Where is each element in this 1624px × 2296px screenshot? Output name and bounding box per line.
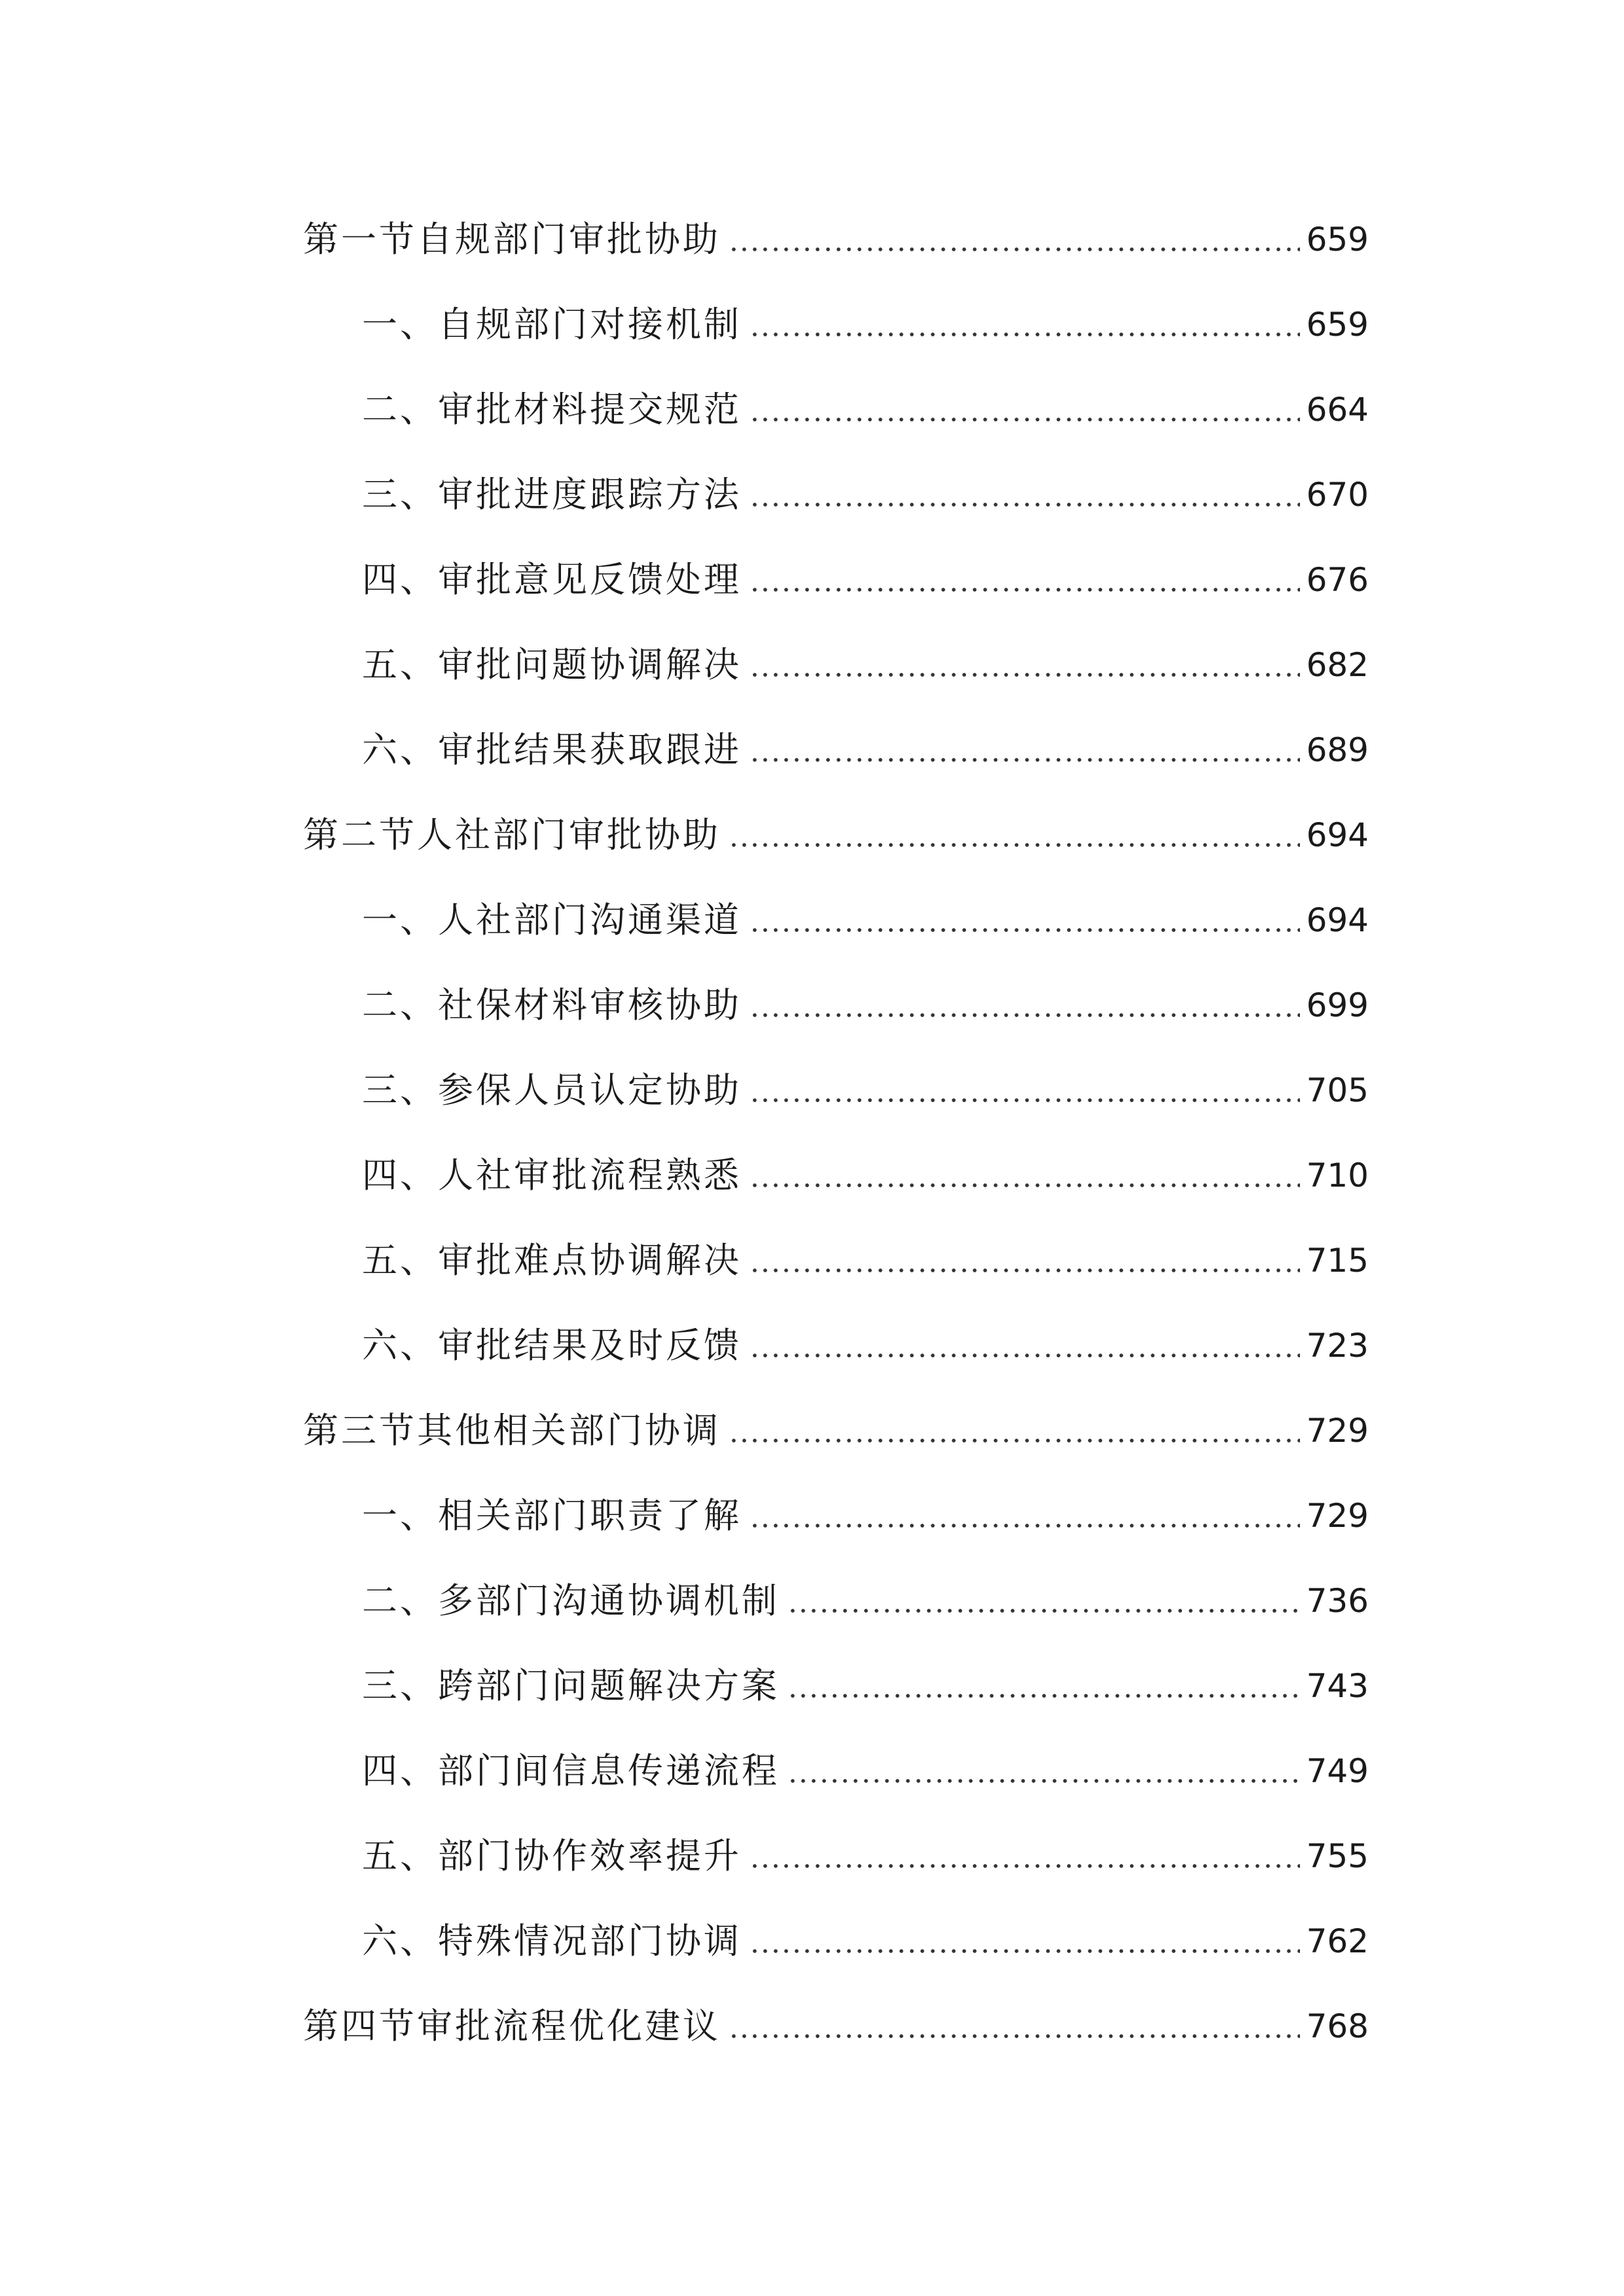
toc-entry-subsection[interactable]: [362, 380, 1369, 439]
toc-entry-subsection[interactable]: [362, 550, 1369, 609]
toc-entry-page: 723: [1306, 1327, 1369, 1365]
toc-dot-leader: [787, 1608, 1300, 1613]
toc-entry-subsection[interactable]: [362, 636, 1369, 694]
toc-dot-leader: [787, 1693, 1300, 1698]
toc-entry-subsection[interactable]: [362, 1316, 1369, 1375]
toc-entry-title: 一、自规部门对接机制: [362, 304, 742, 345]
toc-entry-page: 659: [1306, 306, 1369, 344]
toc-entry-title: 一、相关部门职责了解: [362, 1495, 742, 1536]
toc-dot-leader: [749, 417, 1300, 422]
toc-entry-page: 729: [1306, 1497, 1369, 1535]
toc-entry-title: 四、部门间信息传递流程: [362, 1750, 780, 1791]
toc-entry-title: 第一节自规部门审批协助: [303, 219, 721, 260]
toc-dot-leader: [787, 1778, 1300, 1784]
toc-entry-title: 二、社保材料审核协助: [362, 984, 742, 1026]
toc-entry-subsection[interactable]: [362, 891, 1369, 950]
toc-entry-page: 755: [1306, 1837, 1369, 1875]
toc-entry-page: 705: [1306, 1071, 1369, 1109]
toc-entry-subsection[interactable]: [362, 1827, 1369, 1886]
toc-entry-title: 三、参保人员认定协助: [362, 1069, 742, 1111]
toc-dot-leader: [749, 1523, 1300, 1528]
toc-entry-title: 第三节其他相关部门协调: [303, 1410, 721, 1451]
toc-entry-title: 第二节人社部门审批协助: [303, 814, 721, 855]
toc-dot-leader: [749, 757, 1300, 762]
toc-entry-title: 三、跨部门问题解决方案: [362, 1665, 780, 1706]
toc-entry-subsection[interactable]: [362, 1657, 1369, 1715]
toc-entry-subsection[interactable]: [362, 1486, 1369, 1545]
toc-entry-section-2[interactable]: [303, 806, 1369, 865]
toc-entry-title: 六、特殊情况部门协调: [362, 1920, 742, 1962]
toc-entry-subsection[interactable]: [362, 976, 1369, 1035]
toc-dot-leader: [729, 1438, 1300, 1443]
toc-entry-page: 749: [1306, 1752, 1369, 1790]
toc-entry-title: 二、多部门沟通协调机制: [362, 1580, 780, 1621]
toc-entry-page: 729: [1306, 1412, 1369, 1450]
toc-entry-title: 六、审批结果获取跟进: [362, 729, 742, 770]
toc-entry-page: 743: [1306, 1667, 1369, 1705]
toc-entry-subsection[interactable]: [362, 1061, 1369, 1120]
toc-entry-page: 710: [1306, 1157, 1369, 1194]
toc-entry-title: 四、审批意见反馈处理: [362, 559, 742, 600]
toc-entry-page: 762: [1306, 1922, 1369, 1960]
toc-entry-page: 694: [1306, 816, 1369, 854]
toc-dot-leader: [729, 842, 1300, 848]
toc-entry-title: 四、人社审批流程熟悉: [362, 1155, 742, 1196]
toc-entry-subsection[interactable]: [362, 1912, 1369, 1971]
toc-entry-subsection[interactable]: [362, 1146, 1369, 1205]
toc-dot-leader: [749, 1863, 1300, 1869]
toc-entry-title: 六、审批结果及时反馈: [362, 1325, 742, 1366]
toc-entry-subsection[interactable]: [362, 1571, 1369, 1630]
toc-entry-page: 768: [1306, 2007, 1369, 2045]
toc-entry-page: 659: [1306, 221, 1369, 259]
toc-entry-page: 689: [1306, 731, 1369, 769]
toc-entry-title: 三、审批进度跟踪方法: [362, 474, 742, 515]
toc-entry-section-4[interactable]: [303, 1997, 1369, 2056]
toc-dot-leader: [749, 1013, 1300, 1018]
toc-dot-leader: [749, 672, 1300, 677]
toc-entry-title: 第四节审批流程优化建议: [303, 2005, 721, 2047]
toc-entry-title: 五、审批问题协调解决: [362, 644, 742, 685]
toc-dot-leader: [749, 1098, 1300, 1103]
toc-entry-page: 699: [1306, 986, 1369, 1024]
toc-entry-page: 736: [1306, 1582, 1369, 1620]
toc-entry-page: 682: [1306, 646, 1369, 684]
toc-entry-subsection[interactable]: [362, 295, 1369, 354]
toc-dot-leader: [729, 2034, 1300, 2039]
toc-entry-subsection[interactable]: [362, 721, 1369, 780]
toc-dot-leader: [749, 587, 1300, 592]
toc-dot-leader: [749, 1183, 1300, 1188]
toc-entry-subsection[interactable]: [362, 1231, 1369, 1290]
toc-dot-leader: [749, 1353, 1300, 1358]
toc-dot-leader: [749, 332, 1300, 337]
toc-entry-page: 676: [1306, 561, 1369, 599]
toc-dot-leader: [749, 1948, 1300, 1954]
toc-dot-leader: [729, 247, 1300, 252]
toc-entry-page: 664: [1306, 391, 1369, 429]
toc-dot-leader: [749, 502, 1300, 507]
toc-entry-subsection[interactable]: [362, 1742, 1369, 1801]
toc-entry-page: 694: [1306, 901, 1369, 939]
toc-entry-title: 五、部门协作效率提升: [362, 1835, 742, 1876]
toc-dot-leader: [749, 927, 1300, 933]
toc-entry-section-1[interactable]: [303, 210, 1369, 269]
toc-entry-title: 一、人社部门沟通渠道: [362, 899, 742, 941]
toc-entry-subsection[interactable]: [362, 465, 1369, 524]
toc-entry-title: 二、审批材料提交规范: [362, 389, 742, 430]
toc-dot-leader: [749, 1268, 1300, 1273]
toc-entry-page: 670: [1306, 476, 1369, 514]
toc-entry-title: 五、审批难点协调解决: [362, 1240, 742, 1281]
toc-entry-page: 715: [1306, 1242, 1369, 1280]
toc-entry-section-3[interactable]: [303, 1401, 1369, 1460]
